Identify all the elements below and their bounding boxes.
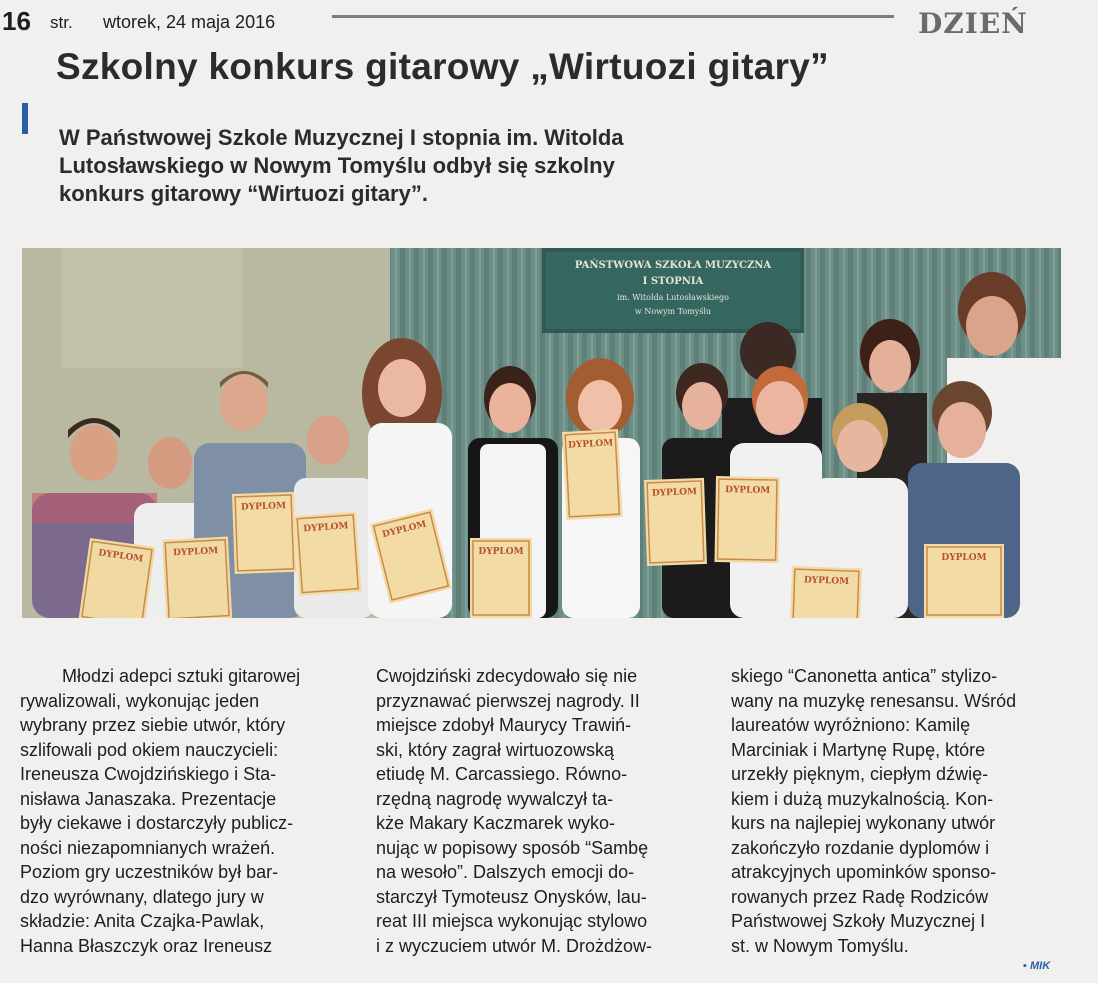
diploma-label: DYPLOM [941, 553, 987, 563]
header-rule [332, 15, 894, 18]
column-line: urzekły pięknym, ciepłym dźwię- [731, 764, 989, 784]
group-photo [22, 248, 1061, 618]
school-banner [542, 248, 804, 333]
column-line: st. w Nowym Tomyślu. [731, 935, 909, 956]
article-lead [59, 124, 819, 208]
diploma-label: DYPLOM [97, 548, 144, 565]
article-column-1 [20, 664, 358, 958]
issue-date: wtorek, 24 maja 2016 [103, 12, 276, 32]
column-line: skiego “Canonetta antica” stylizo- [731, 666, 998, 686]
column-line: Ireneusza Cwojdzińskiego i Sta- [20, 764, 277, 784]
article-column-2 [376, 664, 707, 958]
author-signature: ▪ MIK [1023, 960, 1051, 972]
column-line: ności niezapomnianych wrażeń. [20, 837, 276, 858]
column-line: dzo wyrównany, dlatego jury w [20, 886, 264, 907]
column-line: na wesoło”. Dalszych emocji do- [376, 862, 635, 882]
article-title: Szkolny konkurs gitarowy „Wirtuozi gitary” [56, 46, 829, 87]
column-line: rywalizowali, wykonując jeden [20, 690, 260, 711]
diploma-label: DYPLOM [303, 521, 349, 535]
column-line: były ciekawe i dostarczyły publicz- [20, 813, 294, 833]
banner-line-1: PAŃSTWOWA SZKOŁA MUZYCZNA [574, 260, 772, 271]
column-line: zakończyło rozdanie dyplomów i [731, 837, 990, 858]
column-line: reat III miejsca wykonując stylowo [376, 911, 648, 931]
column-line: laureatów wyróżniono: Kamilę [731, 715, 971, 735]
column-line: miejsce zdobył Maurycy Trawiń- [376, 715, 632, 735]
column-line: Cwojdziński zdecydowało się nie [376, 666, 638, 686]
column-line: rowanych przez Radę Rodziców [731, 886, 989, 907]
diploma-label: DYPLOM [240, 501, 287, 513]
column-line: wany na muzykę renesansu. Wśród [731, 690, 1017, 711]
column-line: ski, który zagrał wirtuozowską [376, 739, 615, 760]
diploma-label: DYPLOM [651, 487, 698, 499]
banner-line-2: I STOPNIA [642, 276, 704, 287]
column-line: etiudę M. Carcassiego. Równo- [376, 764, 628, 784]
diploma-label: DYPLOM [381, 519, 428, 541]
diploma-label: DYPLOM [725, 485, 771, 496]
column-line: Marciniak i Martynę Rupę, które [731, 739, 986, 760]
column-line: przyznawać pierwszej nagrody. II [376, 690, 640, 711]
column-line: wybrany przez siebie utwór, który [20, 715, 286, 735]
column-line: kurs na najlepiej wykonany utwór [731, 813, 996, 833]
page-number: 16 [2, 6, 31, 36]
newspaper-logo: DZIEŃ [918, 7, 1028, 40]
column-line: Hanna Błaszczyk oraz Ireneusz [20, 935, 273, 956]
column-line: Młodzi adepci sztuki gitarowej [62, 666, 301, 686]
article-column-3 [731, 664, 1061, 958]
column-line: Państwowej Szkoły Muzycznej I [731, 911, 986, 931]
diploma-label: DYPLOM [172, 546, 219, 559]
column-line: i z wyczuciem utwór M. Drożdżow- [376, 935, 653, 956]
lead-accent-bar [22, 103, 28, 134]
column-line: kiem i dużą muzykalnością. Kon- [731, 788, 994, 809]
lead-line: Lutosławskiego w Nowym Tomyślu odbył się szkolny [59, 153, 615, 178]
banner-line-3: im. Witolda Lutosławskiego [617, 293, 729, 302]
lead-line: konkurs gitarowy “Wirtuozi gitary”. [59, 181, 428, 206]
str-label: str. [50, 13, 73, 32]
banner-line-4: w Nowym Tomyślu [634, 307, 712, 316]
column-line: szlifowali pod okiem nauczycieli: [20, 739, 279, 760]
column-line: rzędną nagrodę wywalczył ta- [376, 788, 614, 809]
diploma-label: DYPLOM [567, 438, 614, 451]
diploma-label: DYPLOM [478, 547, 524, 557]
column-line: nisława Janaszaka. Prezentacje [20, 788, 277, 809]
author-initials: MIK [1029, 960, 1051, 972]
column-line: kże Makary Kaczmarek wyko- [376, 813, 616, 833]
diploma-label: DYPLOM [803, 575, 850, 587]
column-line: atrakcyjnych upominków sponso- [731, 862, 997, 882]
column-line: starczył Tymoteusz Onysków, lau- [376, 886, 647, 907]
column-line: nując w popisowy sposób “Sambę [376, 837, 649, 858]
lead-line: W Państwowej Szkole Muzycznej I stopnia im. Witolda [59, 125, 624, 150]
column-line: składzie: Anita Czajka-Pawlak, [20, 911, 265, 931]
column-line: Poziom gry uczestników był bar- [20, 862, 279, 882]
